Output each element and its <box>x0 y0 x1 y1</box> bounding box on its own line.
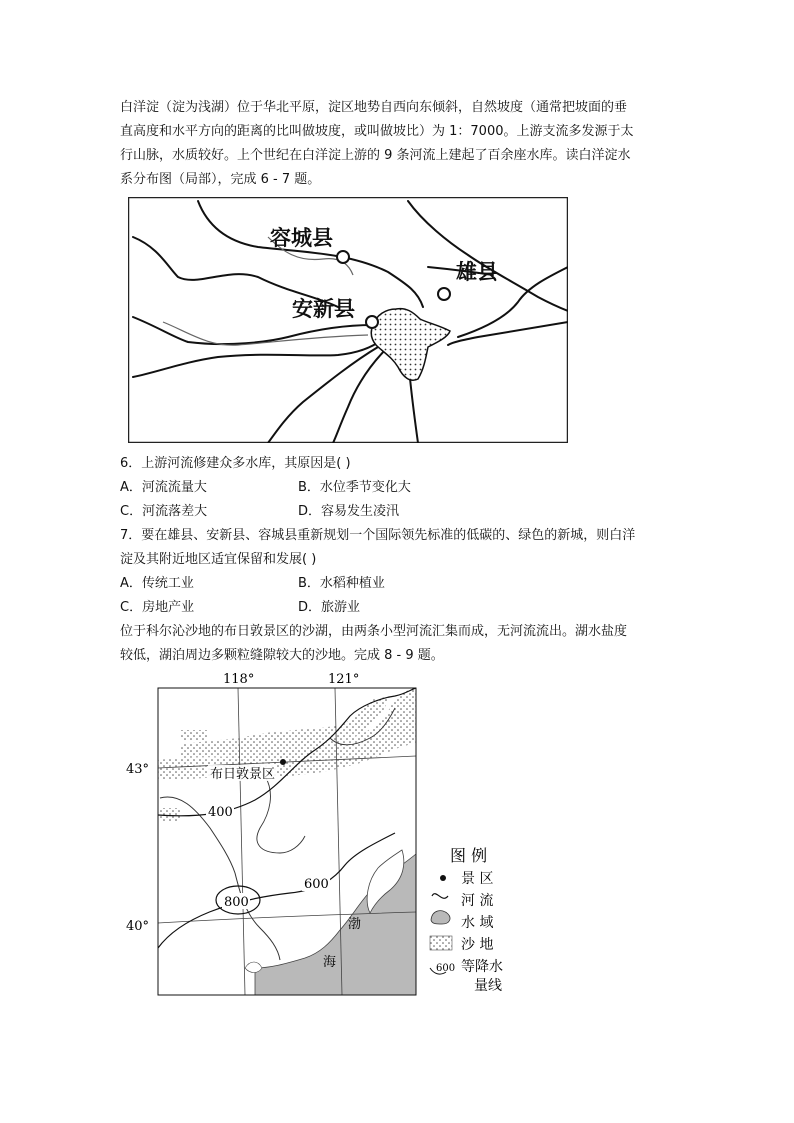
rongcheng-label: 容城县 <box>270 226 333 250</box>
anxin-label: 安新县 <box>292 297 355 321</box>
q7-option-d: D．旅游业 <box>298 600 361 615</box>
q7-option-a: A．传统工业 <box>120 576 194 591</box>
passage2-line1: 位于科尔沁沙地的布日敦景区的沙湖，由两条小型河流汇集而成，无河流流出。湖水盐度 <box>120 624 628 639</box>
q6-stem: 6．上游河流修建众多水库，其原因是( ) <box>120 456 351 471</box>
legend-title: 图 例 <box>450 846 488 865</box>
passage1-line4: 系分布图（局部），完成 6 - 7 题。 <box>120 172 321 187</box>
scenic-spot-label: 布日敦景区 <box>210 767 276 782</box>
legend-isoline-label2: 量线 <box>474 978 502 994</box>
passage1-line3: 行山脉，水质较好。上个世纪在白洋淀上游的 9 条河流上建起了百余座水库。读白洋淀水 <box>120 148 631 163</box>
legend-scenic-label: 景 区 <box>461 871 494 887</box>
legend-isoline-sample: 600 <box>436 963 456 974</box>
legend-scenic-icon <box>440 875 446 881</box>
xiongxian-marker <box>438 288 450 300</box>
q7-stem-line2: 淀及其附近地区适宜保留和发展( ) <box>120 552 317 567</box>
q6-option-b: B．水位季节变化大 <box>298 480 411 495</box>
horqin-map <box>120 668 520 1003</box>
passage2-line2: 较低，湖泊周边多颗粒缝隙较大的沙地。完成 8 - 9 题。 <box>120 648 444 663</box>
isoline-400-label: 400 <box>208 805 233 820</box>
q7-stem-line1: 7．要在雄县、安新县、容城县重新规划一个国际领先标准的低碳的、绿色的新城，则白洋 <box>120 528 636 543</box>
passage1-line2: 直高度和水平方向的距离的比叫做坡度，或叫做坡比）为 1：7000。上游支流多发源于太 <box>120 124 634 139</box>
river-central <box>257 776 305 853</box>
q6-option-c: C．河流落差大 <box>120 504 208 519</box>
q7-option-b: B．水稻种植业 <box>298 576 385 591</box>
lat-43-label: 43° <box>126 762 150 777</box>
lon-118-label: 118° <box>223 672 255 687</box>
sea-label-hai: 海 <box>323 955 337 970</box>
legend-sand-icon <box>430 936 452 950</box>
isoline-600-label: 600 <box>304 877 329 892</box>
legend-water-label: 水 域 <box>461 915 494 931</box>
rongcheng-marker <box>337 251 349 263</box>
q7-option-c: C．房地产业 <box>120 600 195 615</box>
legend-isoline-label1: 等降水 <box>461 959 503 975</box>
legend-water-icon <box>431 911 450 924</box>
lon-121-label: 121° <box>328 672 360 687</box>
sea-label-bo: 渤 <box>348 917 362 932</box>
q6-option-a: A．河流流量大 <box>120 480 207 495</box>
map2-legend <box>430 846 503 994</box>
legend-river-label: 河 流 <box>461 893 494 909</box>
isoline-800-label: 800 <box>224 895 249 910</box>
map2-body <box>158 688 416 995</box>
xiongxian-label: 雄县 <box>456 260 498 284</box>
passage1-line1: 白洋淀（淀为浅湖）位于华北平原，淀区地势自西向东倾斜，自然坡度（通常把坡面的垂 <box>120 100 628 115</box>
baiyangdian-map <box>128 197 568 443</box>
legend-river-icon <box>432 894 448 899</box>
q6-option-d: D．容易发生凌汛 <box>298 504 400 519</box>
anxin-marker <box>366 316 378 328</box>
legend-sand-label: 沙 地 <box>461 937 494 953</box>
scenic-spot-marker <box>280 759 286 765</box>
lat-40-label: 40° <box>126 919 150 934</box>
